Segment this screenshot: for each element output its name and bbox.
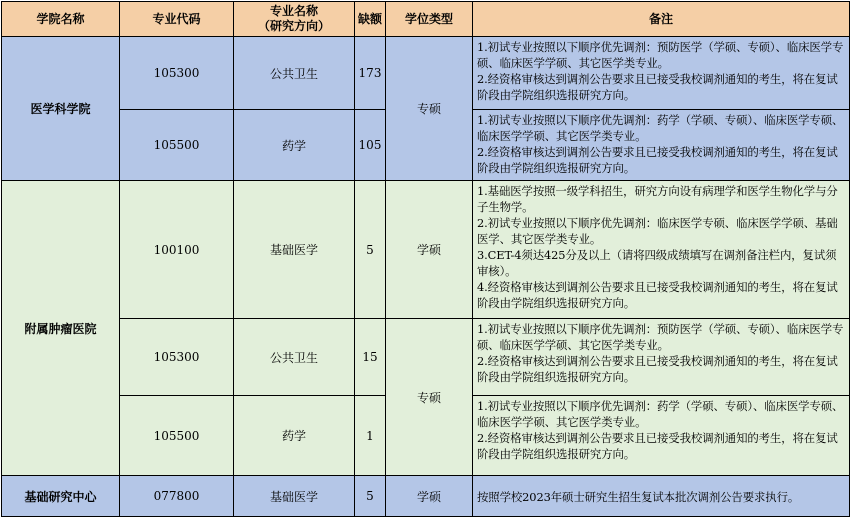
major-cell: 药学 — [234, 110, 355, 181]
quota-cell: 5 — [355, 476, 386, 517]
note-line: 4.经资格审核达到调剂公告要求且已接受我校调剂通知的考生，将在复试阶段由学院组织选报研究方向。 — [477, 280, 838, 310]
adjustment-table — [1, 1, 850, 517]
college-cell: 附属肿瘤医院 — [2, 181, 120, 476]
degree-cell: 学硕 — [386, 181, 473, 319]
notes-cell — [473, 110, 850, 181]
degree-cell: 专硕 — [386, 319, 473, 476]
table-row — [2, 476, 850, 517]
quota-cell: 173 — [355, 37, 386, 110]
notes-cell — [473, 396, 850, 476]
header-notes: 备注 — [473, 2, 850, 37]
college-cell: 基础研究中心 — [2, 476, 120, 517]
quota-cell: 1 — [355, 396, 386, 476]
major-cell: 基础医学 — [234, 476, 355, 517]
quota-cell: 5 — [355, 181, 386, 319]
notes-cell — [473, 181, 850, 319]
code-cell: 105300 — [120, 319, 234, 396]
degree-cell: 专硕 — [386, 37, 473, 181]
table-row — [2, 181, 850, 319]
header-major — [234, 2, 355, 37]
note-line: 3.CET-4须达425分及以上（请将四级成绩填写在调剂备注栏内，复试须审核）。 — [477, 248, 837, 278]
header-college: 学院名称 — [2, 2, 120, 37]
note-line: 1.初试专业按照以下顺序优先调剂：药学（学硕、专硕）、临床医学专硕、临床医学学硕、其它医学类专业。 — [477, 399, 844, 429]
header-quota: 缺额 — [355, 2, 386, 37]
header-degree: 学位类型 — [386, 2, 473, 37]
code-cell: 105500 — [120, 396, 234, 476]
header-code: 专业代码 — [120, 2, 234, 37]
code-cell: 105300 — [120, 37, 234, 110]
note-line: 1.初试专业按照以下顺序优先调剂：预防医学（学硕、专硕）、临床医学专硕、临床医学学硕、其它医学类专业。 — [477, 40, 844, 70]
note-line: 1.初试专业按照以下顺序优先调剂：药学（学硕、专硕）、临床医学专硕、临床医学学硕、其它医学类专业。 — [477, 113, 844, 143]
header-major-line2: （研究方向） — [257, 19, 330, 33]
note-line: 2.经资格审核达到调剂公告要求且已接受我校调剂通知的考生，将在复试阶段由学院组织选报研究方向。 — [477, 72, 838, 102]
notes-cell — [473, 37, 850, 110]
code-cell: 077800 — [120, 476, 234, 517]
note-line: 2.初试专业按照以下顺序优先调剂：临床医学专硕、临床医学学硕、基础医学、其它医学类专业。 — [477, 216, 838, 246]
note-line: 1.初试专业按照以下顺序优先调剂：预防医学（学硕、专硕）、临床医学专硕、临床医学学硕、其它医学类专业。 — [477, 322, 844, 352]
code-cell: 100100 — [120, 181, 234, 319]
header-row — [2, 2, 850, 37]
major-cell: 公共卫生 — [234, 37, 355, 110]
note-line: 1.基础医学按照一级学科招生，研究方向设有病理学和医学生物化学与分子生物学。 — [477, 184, 838, 214]
table-row — [2, 319, 850, 396]
major-cell: 基础医学 — [234, 181, 355, 319]
notes-cell: 按照学校2023年硕士研究生招生复试本批次调剂公告要求执行。 — [473, 476, 850, 517]
note-line: 2.经资格审核达到调剂公告要求且已接受我校调剂通知的考生，将在复试阶段由学院组织选报研究方向。 — [477, 145, 838, 175]
notes-cell — [473, 319, 850, 396]
major-cell: 药学 — [234, 396, 355, 476]
code-cell: 105500 — [120, 110, 234, 181]
quota-cell: 15 — [355, 319, 386, 396]
degree-cell: 学硕 — [386, 476, 473, 517]
note-line: 2.经资格审核达到调剂公告要求且已接受我校调剂通知的考生，将在复试阶段由学院组织选报研究方向。 — [477, 354, 838, 384]
quota-cell: 105 — [355, 110, 386, 181]
table-row — [2, 37, 850, 110]
header-major-line1: 专业名称 — [269, 4, 318, 18]
note-line: 2.经资格审核达到调剂公告要求且已接受我校调剂通知的考生，将在复试阶段由学院组织选报研究方向。 — [477, 431, 838, 461]
major-cell: 公共卫生 — [234, 319, 355, 396]
college-cell: 医学科学院 — [2, 37, 120, 181]
